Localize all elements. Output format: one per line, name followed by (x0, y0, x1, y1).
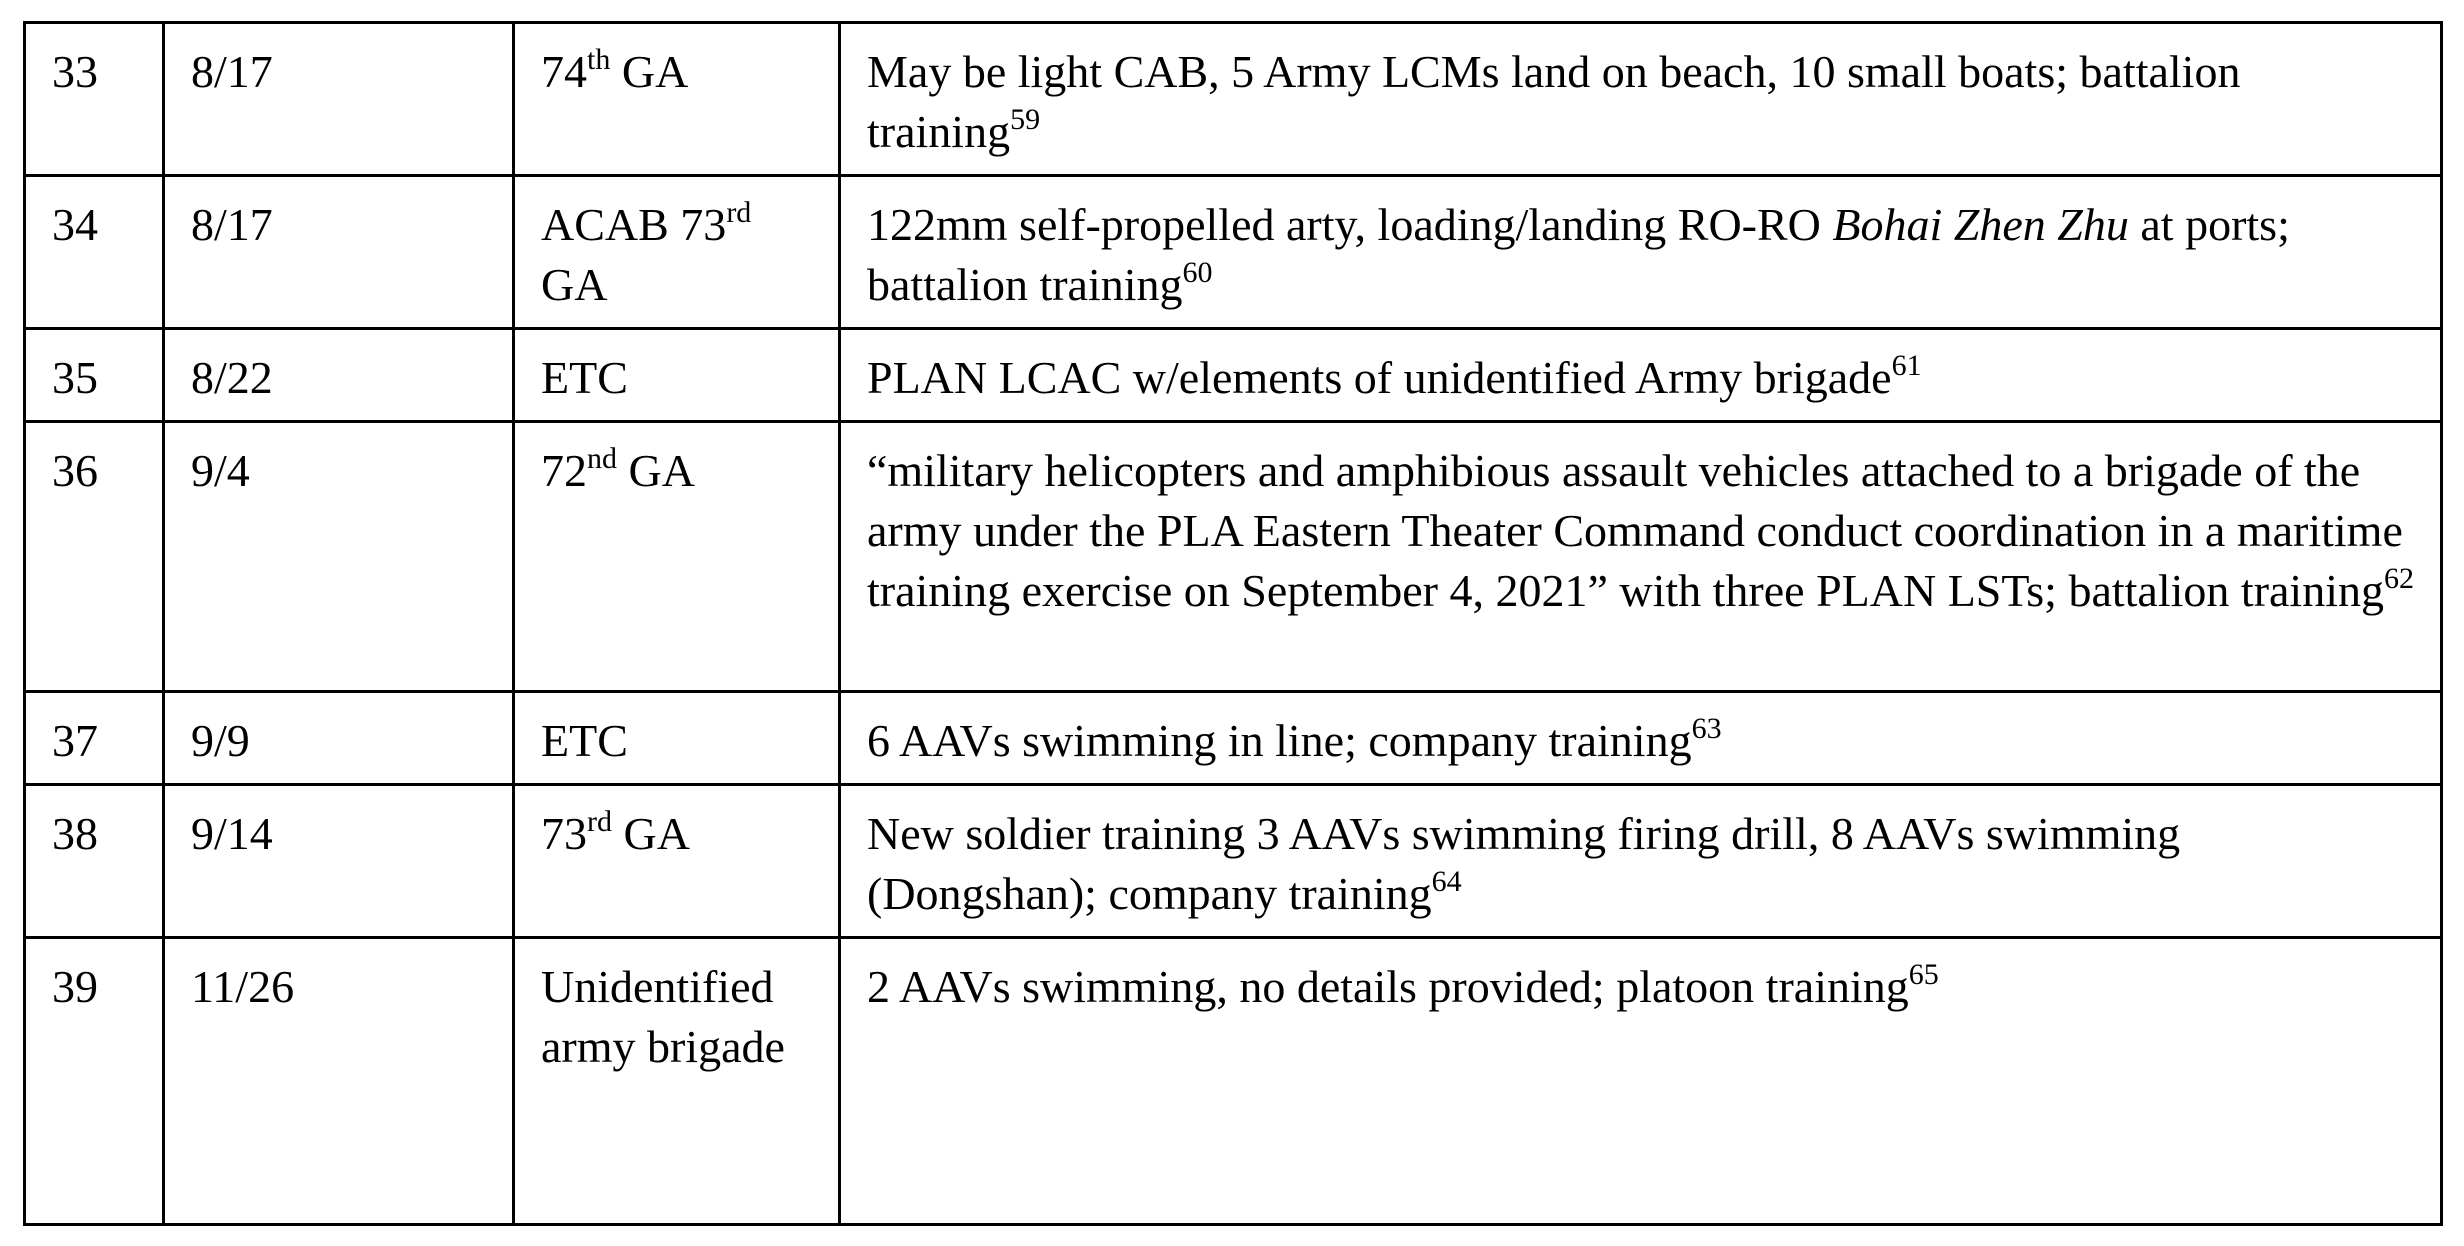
unit-cell (514, 23, 840, 176)
date-text: 11/26 (191, 961, 295, 1012)
description-cell (840, 938, 2442, 1225)
unit-number: 73 (541, 808, 587, 859)
description-cell (840, 329, 2442, 422)
footnote-ref[interactable]: 60 (1182, 255, 1213, 289)
unit-number: ACAB 73 (541, 199, 727, 250)
date-text: 9/4 (191, 445, 250, 496)
unit-text: Unidentified army brigade (541, 961, 785, 1072)
description-cell (840, 692, 2442, 785)
date-text: 8/22 (191, 352, 273, 403)
table-row (25, 422, 2442, 692)
row-number: 37 (52, 715, 98, 766)
unit-cell (514, 176, 840, 329)
table-row (25, 23, 2442, 176)
description-text: New soldier training 3 AAVs swimming firing drill, 8 AAVs swimming (Dongshan); company training (867, 808, 2181, 919)
description-cell (840, 23, 2442, 176)
description-cell (840, 176, 2442, 329)
row-number-cell (25, 23, 164, 176)
unit-suffix: GA (617, 445, 695, 496)
table-row (25, 692, 2442, 785)
unit-cell (514, 692, 840, 785)
ordinal-suffix: rd (587, 804, 612, 838)
unit-text: ETC (541, 352, 628, 403)
date-cell (164, 785, 514, 938)
unit-suffix: GA (610, 46, 689, 97)
row-number: 38 (52, 808, 98, 859)
row-number: 35 (52, 352, 98, 403)
footnote-ref[interactable]: 64 (1431, 864, 1462, 898)
description-text: 6 AAVs swimming in line; company training (867, 715, 1692, 766)
row-number: 36 (52, 445, 98, 496)
date-cell (164, 23, 514, 176)
date-cell (164, 422, 514, 692)
date-text: 9/9 (191, 715, 250, 766)
date-cell (164, 692, 514, 785)
row-number: 39 (52, 961, 98, 1012)
date-text: 8/17 (191, 199, 273, 250)
description-cell (840, 785, 2442, 938)
ordinal-suffix: th (587, 42, 611, 76)
exercise-table (23, 21, 2443, 1226)
unit-number: 72 (541, 445, 587, 496)
row-number-cell (25, 692, 164, 785)
date-cell (164, 938, 514, 1225)
table-row (25, 785, 2442, 938)
footnote-ref[interactable]: 65 (1908, 957, 1939, 991)
row-number-cell (25, 329, 164, 422)
footnote-ref[interactable]: 59 (1010, 102, 1041, 136)
unit-number: 74 (541, 46, 587, 97)
description-text: 2 AAVs swimming, no details provided; platoon training (867, 961, 1909, 1012)
unit-suffix: GA (612, 808, 690, 859)
row-number-cell (25, 938, 164, 1225)
description-text: May be light CAB, 5 Army LCMs land on beach, 10 small boats; battalion training (867, 46, 2241, 157)
footnote-ref[interactable]: 61 (1891, 348, 1922, 382)
ordinal-suffix: nd (587, 441, 617, 475)
footnote-ref[interactable]: 62 (2384, 561, 2414, 595)
unit-cell (514, 785, 840, 938)
row-number: 33 (52, 46, 98, 97)
unit-cell (514, 422, 840, 692)
description-cell (840, 422, 2442, 692)
table-row (25, 176, 2442, 329)
unit-cell (514, 938, 840, 1225)
description-text: 122mm self-propelled arty, loading/landing RO-RO (867, 199, 1833, 250)
date-text: 8/17 (191, 46, 273, 97)
date-text: 9/14 (191, 808, 273, 859)
description-text-continued: at ports; battalion training (867, 199, 2290, 310)
description-text: “military helicopters and amphibious assault vehicles attached to a brigade of the army under the PLA Eastern Theater Command conduct coordination in a maritime training exercise on September 4, 2021” with three PLAN LSTs; battalion training (867, 445, 2403, 616)
date-cell (164, 329, 514, 422)
unit-text: ETC (541, 715, 628, 766)
table-row (25, 938, 2442, 1225)
row-number-cell (25, 785, 164, 938)
vessel-name: Bohai Zhen Zhu (1832, 199, 2129, 250)
footnote-ref[interactable]: 63 (1691, 711, 1722, 745)
unit-cell (514, 329, 840, 422)
unit-suffix: GA (541, 259, 608, 310)
date-cell (164, 176, 514, 329)
row-number-cell (25, 422, 164, 692)
table-row (25, 329, 2442, 422)
row-number: 34 (52, 199, 98, 250)
ordinal-suffix: rd (726, 195, 752, 229)
description-text: PLAN LCAC w/elements of unidentified Army brigade (867, 352, 1892, 403)
row-number-cell (25, 176, 164, 329)
